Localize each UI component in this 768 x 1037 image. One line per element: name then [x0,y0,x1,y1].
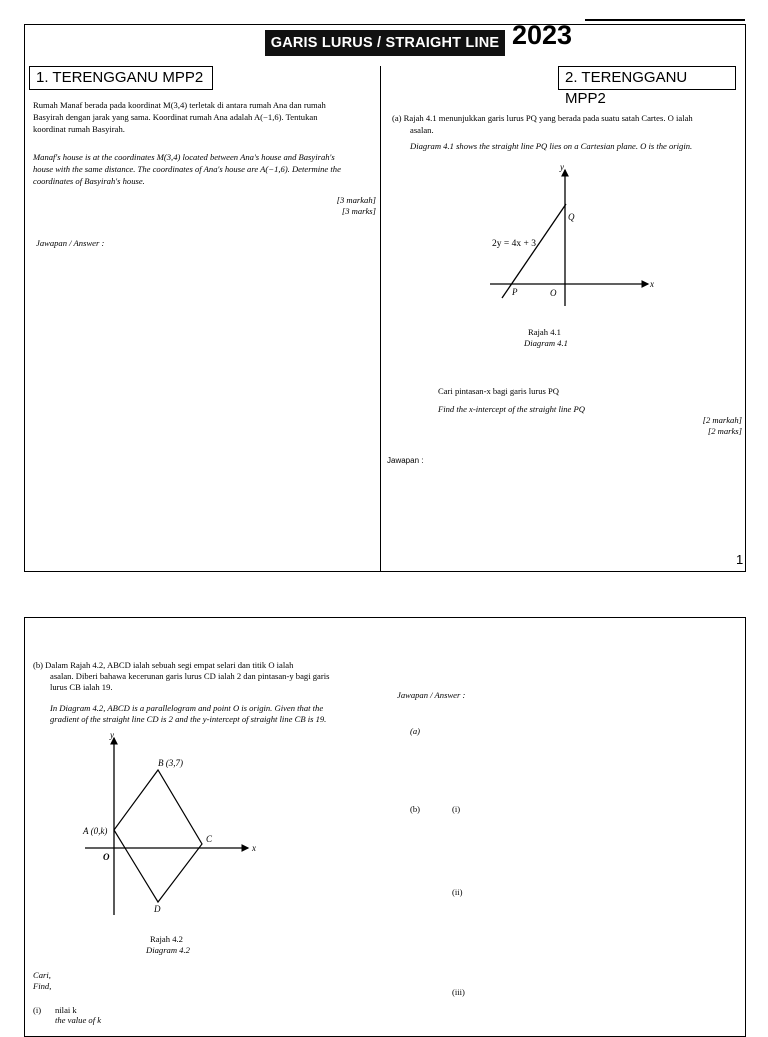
question-1-heading: 1. TERENGGANU MPP2 [29,66,213,90]
q2b-malay-line-2: asalan. Diberi bahawa kecerunan garis lurus CD ialah 2 dan pintasan-y bagi garis [50,671,330,681]
q2b-answer-label: Jawapan / Answer : [397,690,466,700]
label-q: Q [568,212,575,222]
q2a-english: Diagram 4.1 shows the straight line PQ lies on a Cartesian plane. O is the origin. [410,141,693,151]
q1-malay-line-3: koordinat rumah Basyirah. [33,124,125,134]
diagram-4-2-caption-malay: Rajah 4.2 [150,934,183,944]
answer-part-b: (b) [410,804,421,814]
label-o: O [103,852,110,862]
q1-malay-line-1: Rumah Manaf berada pada koordinat M(3,4) terletak di antara rumah Ana dan rumah [33,100,326,110]
q2b-malay-line-3: lurus CB ialah 19. [50,682,113,692]
q2a-question-english: Find the x-intercept of the straight line PQ [438,404,585,414]
q1-english-line-3: coordinates of Basyirah's house. [33,176,145,186]
q2-marks-english: [2 marks] [707,426,742,436]
answer-part-a: (a) [410,726,421,736]
answer-part-b-iii: (iii) [452,987,465,997]
label-a: A (0,k) [83,826,108,836]
q2a-question-malay: Cari pintasan-x bagi garis lurus PQ [438,386,560,396]
label-b: B (3,7) [158,758,183,768]
item-i-number: (i) [33,1005,42,1015]
diagram-4-2 [80,730,280,920]
label-p: P [512,287,518,297]
equation-label: 2y = 4x + 3 [492,239,536,249]
label-y: y [560,162,564,172]
q1-english-line-1: Manaf's house is at the coordinates M(3,4) located between Ana's house and Basyirah's [33,152,335,162]
label-o: O [550,288,557,298]
find-label-malay: Cari, [33,970,51,980]
parallelogram-abcd [114,770,202,902]
q2b-english-line-2: gradient of the straight line CD is 2 and the y-intercept of straight line CB is 19. [50,714,327,724]
diagram-4-2-caption-english: Diagram 4.2 [146,945,190,955]
q2b-english-line-1: In Diagram 4.2, ABCD is a parallelogram and point O is origin. Given that the [50,703,324,713]
q1-marks-english: [3 marks] [341,206,376,216]
label-d: D [154,904,161,914]
item-i-english: the value of k [55,1015,102,1025]
q2a-malay-line-1: (a) Rajah 4.1 menunjukkan garis lurus PQ yang berada pada suatu satah Cartes. O ialah [392,113,693,123]
q1-english-line-2: house with the same distance. The coordinates of Ana's house are A(−1,6). Determine the [33,164,341,174]
q1-malay-line-2: Basyirah dengan jarak yang sama. Koordinat rumah Ana adalah A(−1,6). Tentukan [33,112,318,122]
label-x: x [650,279,654,289]
diagram-4-1-caption-malay: Rajah 4.1 [528,327,561,337]
q2-answer-label: Jawapan : [387,456,424,465]
year-label: 2023 [512,20,573,50]
q2a-malay-line-2: asalan. [410,125,434,135]
q1-answer-label: Jawapan / Answer : [36,238,105,248]
label-c: C [206,834,213,844]
answer-part-b-ii: (ii) [452,887,463,897]
find-label-english: Find, [33,981,52,991]
label-x: x [252,843,256,853]
q1-marks-malay: [3 markah] [336,195,376,205]
page-number: 1 [736,552,744,567]
item-i-malay: nilai k [55,1005,77,1015]
top-rule-right [585,19,745,21]
page-title: GARIS LURUS / STRAIGHT LINE [265,30,505,56]
diagram-4-1-caption-english: Diagram 4.1 [524,338,568,348]
diagram-4-1 [480,160,680,310]
label-y: y [110,730,114,740]
answer-part-b-i: (i) [452,804,461,814]
column-divider [380,66,381,571]
question-2-heading: 2. TERENGGANU MPP2 [558,66,736,90]
q2b-malay-line-1: (b) Dalam Rajah 4.2, ABCD ialah sebuah segi empat selari dan titik O ialah [33,660,294,670]
q2-marks-malay: [2 markah] [702,415,742,425]
